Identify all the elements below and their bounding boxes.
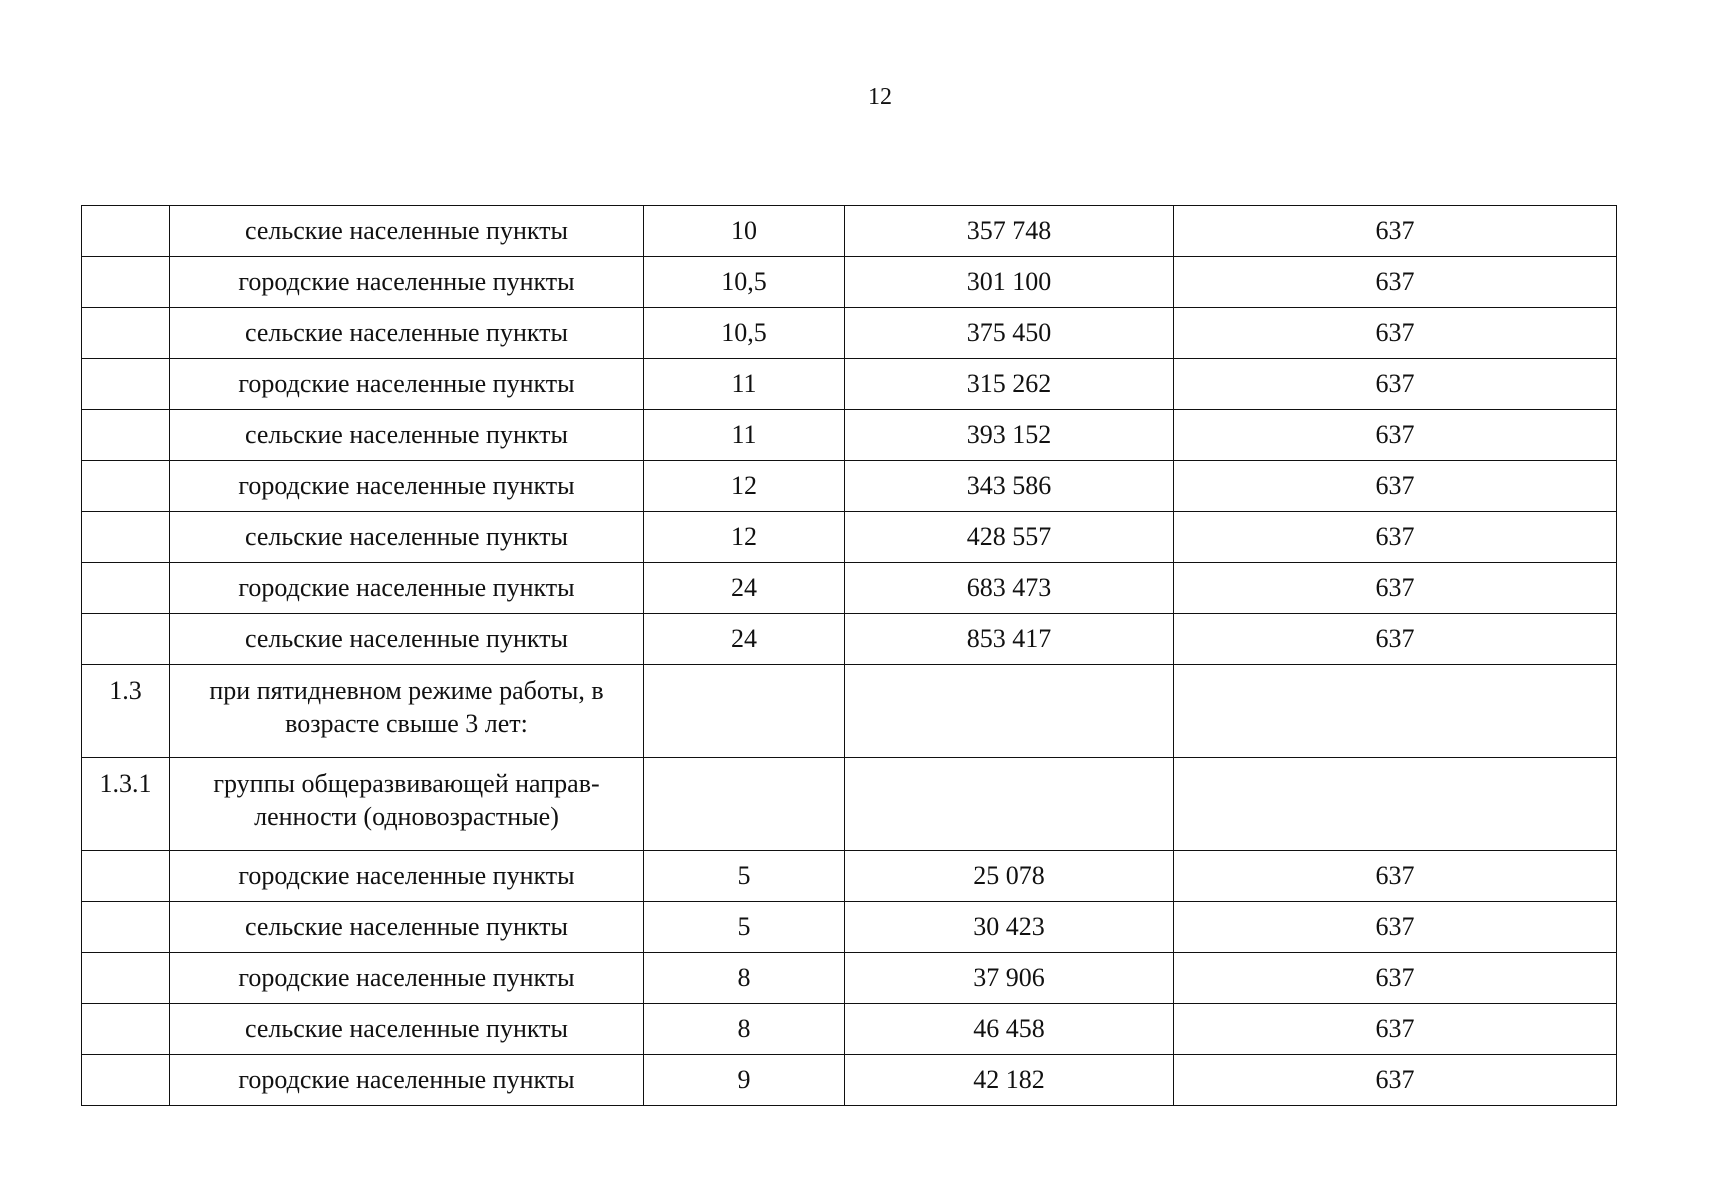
row-number-cell bbox=[82, 410, 170, 461]
description-cell: городские населенные пункты bbox=[170, 257, 644, 308]
value-1-cell: 10,5 bbox=[644, 308, 845, 359]
row-number-cell: 1.3 bbox=[82, 665, 170, 758]
description-cell: сельские населенные пункты bbox=[170, 308, 644, 359]
value-2-cell: 343 586 bbox=[845, 461, 1174, 512]
table-row bbox=[82, 206, 1617, 257]
value-3-cell: 637 bbox=[1174, 851, 1617, 902]
value-2-cell: 357 748 bbox=[845, 206, 1174, 257]
value-3-cell: 637 bbox=[1174, 902, 1617, 953]
value-3-cell: 637 bbox=[1174, 206, 1617, 257]
description-cell: сельские населенные пункты bbox=[170, 410, 644, 461]
value-2-cell: 375 450 bbox=[845, 308, 1174, 359]
description-cell: городские населенные пункты bbox=[170, 953, 644, 1004]
value-3-cell: 637 bbox=[1174, 1055, 1617, 1106]
table-row bbox=[82, 1055, 1617, 1106]
value-2-cell bbox=[845, 758, 1174, 851]
value-3-cell: 637 bbox=[1174, 257, 1617, 308]
table-row bbox=[82, 902, 1617, 953]
row-number-cell bbox=[82, 512, 170, 563]
description-cell: городские населенные пункты bbox=[170, 851, 644, 902]
table-row bbox=[82, 410, 1617, 461]
row-number-cell bbox=[82, 206, 170, 257]
row-number-cell bbox=[82, 257, 170, 308]
section-row bbox=[82, 665, 1617, 758]
description-cell: при пятидневном режиме работы, в возрасте свыше 3 лет: bbox=[170, 665, 644, 758]
value-1-cell: 11 bbox=[644, 359, 845, 410]
description-cell: сельские населенные пункты bbox=[170, 206, 644, 257]
value-3-cell: 637 bbox=[1174, 563, 1617, 614]
table-row bbox=[82, 563, 1617, 614]
value-1-cell: 24 bbox=[644, 563, 845, 614]
value-2-cell: 37 906 bbox=[845, 953, 1174, 1004]
value-3-cell bbox=[1174, 758, 1617, 851]
description-cell: сельские населенные пункты bbox=[170, 614, 644, 665]
row-number-cell: 1.3.1 bbox=[82, 758, 170, 851]
value-1-cell: 5 bbox=[644, 851, 845, 902]
table-row bbox=[82, 359, 1617, 410]
table-row bbox=[82, 953, 1617, 1004]
value-3-cell: 637 bbox=[1174, 614, 1617, 665]
value-2-cell: 25 078 bbox=[845, 851, 1174, 902]
description-cell: городские населенные пункты bbox=[170, 461, 644, 512]
row-number-cell bbox=[82, 1004, 170, 1055]
value-3-cell: 637 bbox=[1174, 512, 1617, 563]
table-row bbox=[82, 614, 1617, 665]
value-1-cell: 5 bbox=[644, 902, 845, 953]
value-2-cell: 30 423 bbox=[845, 902, 1174, 953]
table-row bbox=[82, 851, 1617, 902]
value-1-cell: 10 bbox=[644, 206, 845, 257]
value-1-cell: 8 bbox=[644, 953, 845, 1004]
description-cell: городские населенные пункты bbox=[170, 563, 644, 614]
row-number-cell bbox=[82, 851, 170, 902]
value-2-cell: 46 458 bbox=[845, 1004, 1174, 1055]
value-3-cell: 637 bbox=[1174, 308, 1617, 359]
value-1-cell: 24 bbox=[644, 614, 845, 665]
description-cell: сельские населенные пункты bbox=[170, 1004, 644, 1055]
value-2-cell: 428 557 bbox=[845, 512, 1174, 563]
row-number-cell bbox=[82, 563, 170, 614]
value-2-cell: 315 262 bbox=[845, 359, 1174, 410]
value-3-cell bbox=[1174, 665, 1617, 758]
section-row bbox=[82, 758, 1617, 851]
value-2-cell: 301 100 bbox=[845, 257, 1174, 308]
row-number-cell bbox=[82, 1055, 170, 1106]
row-number-cell bbox=[82, 359, 170, 410]
value-3-cell: 637 bbox=[1174, 461, 1617, 512]
value-1-cell: 8 bbox=[644, 1004, 845, 1055]
value-1-cell: 12 bbox=[644, 461, 845, 512]
row-number-cell bbox=[82, 461, 170, 512]
table-row bbox=[82, 257, 1617, 308]
row-number-cell bbox=[82, 614, 170, 665]
value-3-cell: 637 bbox=[1174, 953, 1617, 1004]
value-2-cell: 393 152 bbox=[845, 410, 1174, 461]
value-1-cell bbox=[644, 758, 845, 851]
table-row bbox=[82, 461, 1617, 512]
table-body bbox=[82, 206, 1617, 1106]
table-row bbox=[82, 512, 1617, 563]
value-1-cell: 12 bbox=[644, 512, 845, 563]
value-1-cell: 9 bbox=[644, 1055, 845, 1106]
value-1-cell: 11 bbox=[644, 410, 845, 461]
value-2-cell: 683 473 bbox=[845, 563, 1174, 614]
table-row bbox=[82, 308, 1617, 359]
value-2-cell: 42 182 bbox=[845, 1055, 1174, 1106]
tariff-table bbox=[81, 205, 1617, 1106]
description-cell: группы общеразвивающей направ-ленности (одновозрастные) bbox=[170, 758, 644, 851]
value-2-cell bbox=[845, 665, 1174, 758]
value-1-cell: 10,5 bbox=[644, 257, 845, 308]
value-2-cell: 853 417 bbox=[845, 614, 1174, 665]
value-3-cell: 637 bbox=[1174, 1004, 1617, 1055]
description-cell: сельские населенные пункты bbox=[170, 902, 644, 953]
row-number-cell bbox=[82, 953, 170, 1004]
value-3-cell: 637 bbox=[1174, 359, 1617, 410]
value-3-cell: 637 bbox=[1174, 410, 1617, 461]
row-number-cell bbox=[82, 902, 170, 953]
value-1-cell bbox=[644, 665, 845, 758]
description-cell: городские населенные пункты bbox=[170, 1055, 644, 1106]
description-cell: городские населенные пункты bbox=[170, 359, 644, 410]
description-cell: сельские населенные пункты bbox=[170, 512, 644, 563]
page-number: 12 bbox=[868, 84, 892, 110]
row-number-cell bbox=[82, 308, 170, 359]
table-row bbox=[82, 1004, 1617, 1055]
